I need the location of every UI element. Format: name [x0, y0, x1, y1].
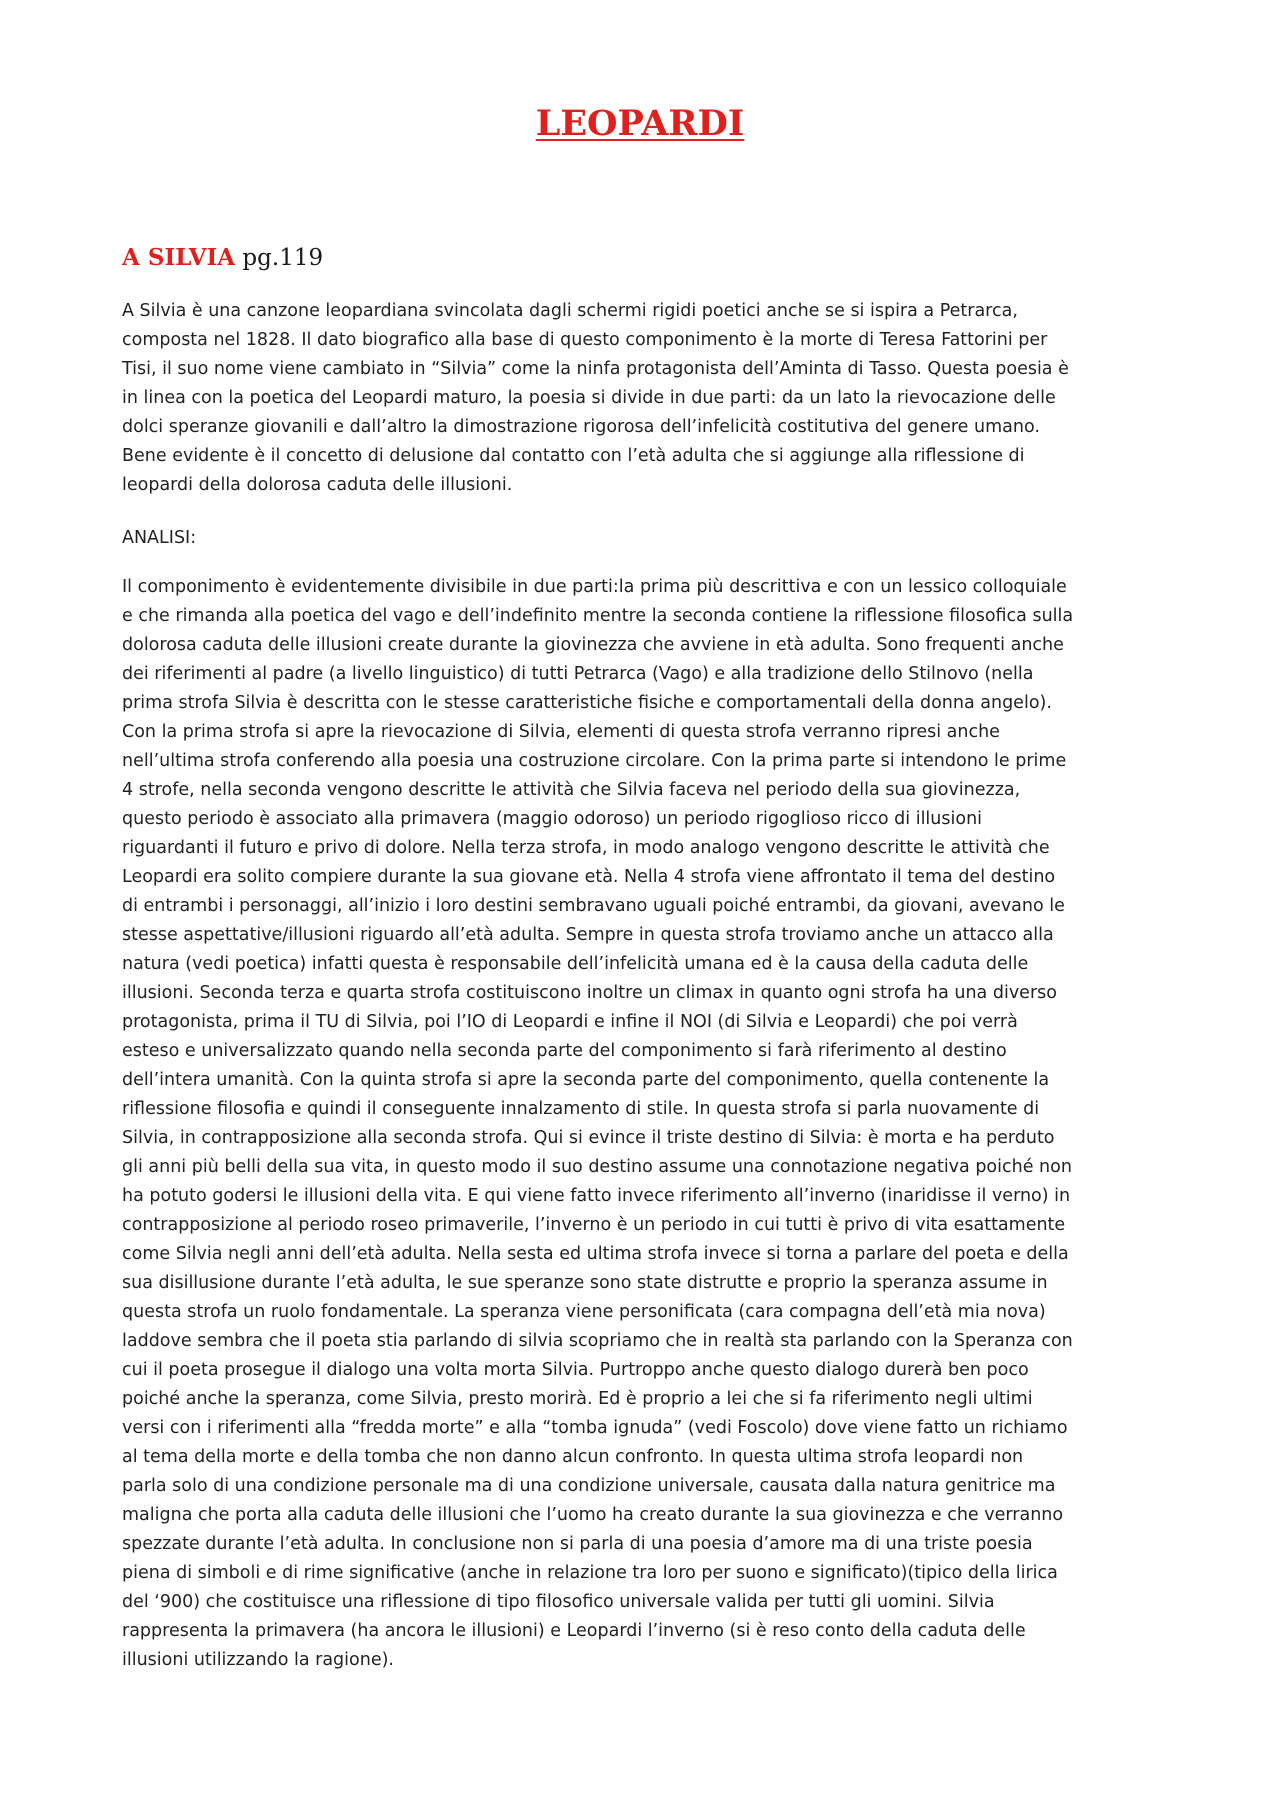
- text-line: versi con i riferimenti alla “fredda morte” e alla “tomba ignuda” (vedi Foscolo) dove viene fatto un richiamo: [122, 1418, 1068, 1438]
- text-line: Leopardi era solito compiere durante la sua giovane età. Nella 4 strofa viene affrontato il tema del destino: [122, 867, 1056, 887]
- text-line: sua disillusione durante l’età adulta, le sue speranze sono state distrutte e proprio la speranza assume in: [122, 1273, 1048, 1293]
- intro-paragraph: [122, 297, 1162, 500]
- text-line: laddove sembra che il poeta stia parlando di silvia scopriamo che in realtà sta parlando con la Speranza con: [122, 1331, 1073, 1351]
- text-line: di entrambi i personaggi, all’inizio i loro destini sembravano uguali poiché entrambi, da giovani, avevano le: [122, 896, 1065, 916]
- page-title: LEOPARDI: [535, 103, 745, 144]
- text-line: natura (vedi poetica) infatti questa è responsabile dell’infelicità umana ed è la causa della caduta delle: [122, 954, 1029, 974]
- text-line: come Silvia negli anni dell’età adulta. Nella sesta ed ultima strofa invece si torna a parlare del poeta e della: [122, 1244, 1069, 1264]
- text-line: protagonista, prima il TU di Silvia, poi l’IO di Leopardi e infine il NOI (di Silvia e Leopardi) che poi verrà: [122, 1012, 1018, 1032]
- text-line: questo periodo è associato alla primavera (maggio odoroso) un periodo rigoglioso ricco di illusioni: [122, 809, 983, 829]
- text-line: spezzate durante l’età adulta. In conclusione non si parla di una poesia d’amore ma di una triste poesia: [122, 1534, 1033, 1554]
- text-line: Con la prima strofa si apre la rievocazione di Silvia, elementi di questa strofa verranno ripresi anche: [122, 722, 1000, 742]
- analysis-paragraph: [122, 573, 1162, 1675]
- text-line: Tisi, il suo nome viene cambiato in “Silvia” come la ninfa protagonista dell’Aminta di Tasso. Questa poesia è: [122, 359, 1069, 379]
- text-line: dell’intera umanità. Con la quinta strofa si apre la seconda parte del componimento, quella contenente la: [122, 1070, 1050, 1090]
- section-heading-title: A SILVIA: [122, 244, 236, 271]
- text-line: stesse aspettative/illusioni riguardo all’età adulta. Sempre in questa strofa troviamo anche un attacco alla: [122, 925, 1054, 945]
- text-line: riguardanti il futuro e privo di dolore. Nella terza strofa, in modo analogo vengono descritte le attività che: [122, 838, 1050, 858]
- text-line: ha potuto godersi le illusioni della vita. E qui viene fatto invece riferimento all’inverno (inaridisse il verno) in: [122, 1186, 1071, 1206]
- text-line: poiché anche la speranza, come Silvia, presto morirà. Ed è proprio a lei che si fa riferimento negli ultimi: [122, 1389, 1033, 1409]
- text-line: composta nel 1828. Il dato biografico alla base di questo componimento è la morte di Teresa Fattorini per: [122, 330, 1048, 350]
- text-line: esteso e universalizzato quando nella seconda parte del componimento si farà riferimento al destino: [122, 1041, 1007, 1061]
- text-line: questa strofa un ruolo fondamentale. La speranza viene personificata (cara compagna dell’età mia nova): [122, 1302, 1046, 1322]
- analisi-label-text: ANALISI:: [122, 528, 197, 548]
- text-line: piena di simboli e di rime significative (anche in relazione tra loro per suono e significato)(tipico della lirica: [122, 1563, 1058, 1583]
- text-line: riflessione filosofia e quindi il conseguente innalzamento di stile. In questa strofa si parla nuovamente di: [122, 1099, 1040, 1119]
- text-line: illusioni utilizzando la ragione).: [122, 1650, 394, 1670]
- text-line: nell’ultima strofa conferendo alla poesia una costruzione circolare. Con la prima parte si intendono le prime: [122, 751, 1067, 771]
- text-line: Silvia, in contrapposizione alla seconda strofa. Qui si evince il triste destino di Silvia: è morta e ha perduto: [122, 1128, 1055, 1148]
- text-line: Il componimento è evidentemente divisibile in due parti:la prima più descrittiva e con un lessico colloquiale: [122, 577, 1067, 597]
- text-line: e che rimanda alla poetica del vago e dell’indefinito mentre la seconda contiene la riflessione filosofica sulla: [122, 606, 1074, 626]
- text-line: Bene evidente è il concetto di delusione dal contatto con l’età adulta che si aggiunge alla riflessione di: [122, 446, 1025, 466]
- analisi-label: [122, 524, 1162, 553]
- text-line: 4 strofe, nella seconda vengono descritte le attività che Silvia faceva nel periodo della sua giovinezza,: [122, 780, 1021, 800]
- text-line: leopardi della dolorosa caduta delle illusioni.: [122, 475, 513, 495]
- text-line: prima strofa Silvia è descritta con le stesse caratteristiche fisiche e comportamentali della donna angelo).: [122, 693, 1052, 713]
- section-heading-page-ref: pg.119: [235, 245, 324, 271]
- text-line: parla solo di una condizione personale ma di una condizione universale, causata dalla natura genitrice ma: [122, 1476, 1056, 1496]
- text-line: gli anni più belli della sua vita, in questo modo il suo destino assume una connotazione negativa poiché non: [122, 1157, 1072, 1177]
- text-line: dolorosa caduta delle illusioni create durante la giovinezza che avviene in età adulta. Sono frequenti anche: [122, 635, 1064, 655]
- text-line: illusioni. Seconda terza e quarta strofa costituiscono inoltre un climax in quanto ogni strofa ha una diverso: [122, 983, 1057, 1003]
- text-line: cui il poeta prosegue il dialogo una volta morta Silvia. Purtroppo anche questo dialogo durerà ben poco: [122, 1360, 1029, 1380]
- text-line: rappresenta la primavera (ha ancora le illusioni) e Leopardi l’inverno (si è reso conto della caduta delle: [122, 1621, 1026, 1641]
- text-line: al tema della morte e della tomba che non danno alcun confronto. In questa ultima strofa leopardi non: [122, 1447, 1024, 1467]
- text-line: dei riferimenti al padre (a livello linguistico) di tutti Petrarca (Vago) e alla tradizione dello Stilnovo (nella: [122, 664, 1034, 684]
- text-line: del ‘900) che costituisce una riflessione di tipo filosofico universale valida per tutti gli uomini. Silvia: [122, 1592, 995, 1612]
- text-line: dolci speranze giovanili e dall’altro la dimostrazione rigorosa dell’infelicità costitutiva del genere umano.: [122, 417, 1040, 437]
- section-heading: [122, 243, 323, 273]
- text-line: maligna che porta alla caduta delle illusioni che l’uomo ha creato durante la sua giovinezza e che verranno: [122, 1505, 1064, 1525]
- text-line: contrapposizione al periodo roseo primaverile, l’inverno è un periodo in cui tutti è privo di vita esattamente: [122, 1215, 1066, 1235]
- text-line: A Silvia è una canzone leopardiana svincolata dagli schermi rigidi poetici anche se si ispira a Petrarca,: [122, 301, 1018, 321]
- text-line: in linea con la poetica del Leopardi maturo, la poesia si divide in due parti: da un lato la rievocazione delle: [122, 388, 1056, 408]
